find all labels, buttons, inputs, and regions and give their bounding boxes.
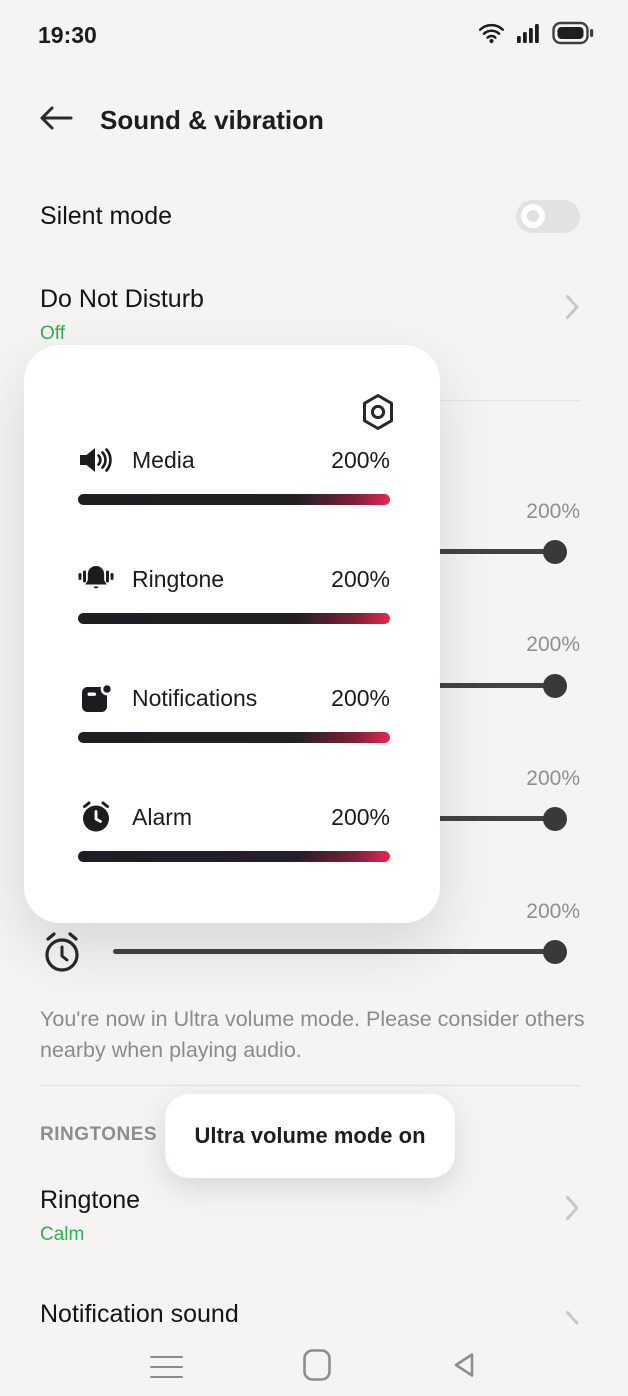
slider-track[interactable] xyxy=(113,949,557,954)
ringtone-item-title: Ringtone xyxy=(40,1186,141,1214)
volume-row-label: Notifications xyxy=(132,684,258,711)
volume-row-value: 200% xyxy=(331,803,390,830)
status-bar xyxy=(38,18,594,52)
do-not-disturb-label: Do Not Disturb xyxy=(40,285,204,313)
recents-icon[interactable] xyxy=(150,1356,183,1379)
chevron-right-icon xyxy=(565,294,580,325)
slider-value-label: 200% xyxy=(526,500,580,523)
ringtone-volume-row xyxy=(78,562,390,624)
volume-row-value: 200% xyxy=(331,446,390,473)
signal-strength-icon xyxy=(517,22,540,49)
slider-value-label: 200% xyxy=(526,633,580,656)
chevron-right-icon xyxy=(565,1195,580,1226)
alarm-clock-icon xyxy=(78,800,114,834)
alarm-volume-bar[interactable] xyxy=(78,851,390,862)
alarm-clock-outline-icon xyxy=(40,930,84,981)
notifications-icon xyxy=(78,681,114,715)
volume-settings-nut-icon[interactable] xyxy=(358,391,398,438)
wifi-icon xyxy=(478,22,505,49)
ringtone-item-value: Calm xyxy=(40,1224,85,1245)
volume-row-label: Media xyxy=(132,446,195,473)
ultra-volume-note: You're now in Ultra volume mode. Please consider others nearby when playing audio. xyxy=(40,1007,585,1062)
notifications-volume-row xyxy=(78,681,390,743)
slider-knob[interactable] xyxy=(543,807,567,831)
clock: 19:30 xyxy=(38,21,97,48)
ringtone-bell-icon xyxy=(78,562,114,596)
slider-value-label: 200% xyxy=(526,767,580,790)
divider xyxy=(40,1085,580,1086)
volume-row-value: 200% xyxy=(331,565,390,592)
chevron-right-icon xyxy=(565,1310,580,1331)
silent-mode-toggle[interactable] xyxy=(516,200,580,233)
volume-row-label: Ringtone xyxy=(132,565,225,592)
ringtone-volume-bar[interactable] xyxy=(78,613,390,624)
volume-row-label: Alarm xyxy=(132,803,193,830)
divider xyxy=(430,400,580,401)
toast-message: Ultra volume mode on xyxy=(194,1123,426,1148)
media-volume-row xyxy=(78,443,390,505)
slider-knob[interactable] xyxy=(543,940,567,964)
do-not-disturb-row[interactable] xyxy=(40,285,580,345)
media-speaker-icon xyxy=(78,443,114,477)
silent-mode-label: Silent mode xyxy=(40,202,173,230)
header xyxy=(38,104,324,137)
battery-icon xyxy=(552,21,594,50)
media-volume-bar[interactable] xyxy=(78,494,390,505)
ultra-volume-toast xyxy=(165,1094,455,1178)
back-icon[interactable] xyxy=(450,1351,478,1384)
slider-knob[interactable] xyxy=(543,674,567,698)
slider-value-label: 200% xyxy=(526,900,580,923)
notifications-volume-bar[interactable] xyxy=(78,732,390,743)
notification-sound-title: Notification sound xyxy=(40,1300,239,1328)
ringtone-item[interactable] xyxy=(40,1186,580,1246)
alarm-volume-row xyxy=(78,800,390,862)
home-icon[interactable] xyxy=(302,1348,332,1387)
volume-row-value: 200% xyxy=(331,684,390,711)
navigation-bar xyxy=(0,1346,628,1388)
slider-knob[interactable] xyxy=(543,540,567,564)
ringtones-section-header: RINGTONES xyxy=(40,1124,158,1145)
do-not-disturb-value: Off xyxy=(40,323,65,344)
notification-sound-item[interactable] xyxy=(40,1300,580,1329)
status-icons xyxy=(478,21,594,50)
silent-mode-row xyxy=(40,200,580,233)
back-arrow-icon[interactable] xyxy=(38,104,74,137)
page-title: Sound & vibration xyxy=(100,105,324,135)
toggle-knob xyxy=(521,204,545,228)
volume-panel-card xyxy=(24,345,440,923)
